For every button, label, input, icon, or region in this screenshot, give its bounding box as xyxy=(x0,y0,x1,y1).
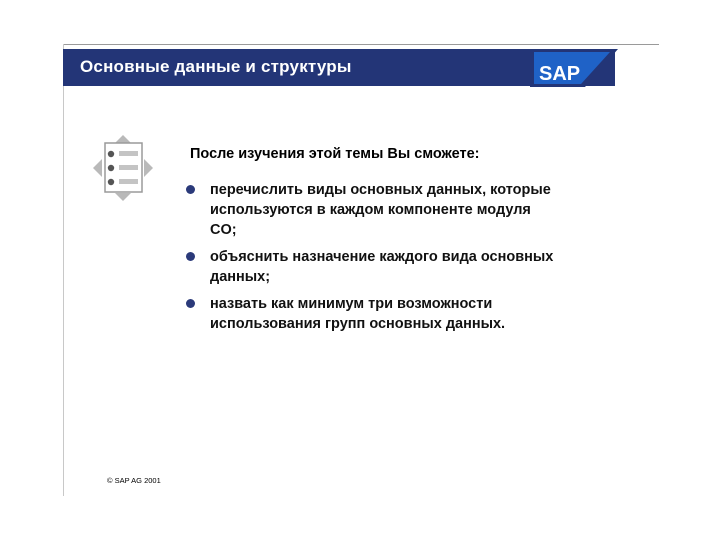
list-item-line: использования групп основных данных. xyxy=(210,316,506,332)
list-item-line: назвать как минимум три возможности xyxy=(210,296,493,312)
intro-text: После изучения этой темы Вы сможете: xyxy=(190,146,480,162)
bullet-icon xyxy=(186,185,195,194)
copyright-footer: © SAP AG 2001 xyxy=(107,476,161,485)
left-divider xyxy=(63,44,64,496)
bullet-icon xyxy=(186,299,195,308)
list-item-line: объяснить назначение каждого вида основных xyxy=(210,249,554,265)
list-item xyxy=(186,180,616,240)
list-item-line: данных; xyxy=(210,269,271,285)
objectives-list xyxy=(186,180,616,341)
list-item xyxy=(186,247,616,287)
list-item xyxy=(186,294,616,334)
list-item-line: используются в каждом компоненте модуля xyxy=(210,202,531,218)
sap-logo xyxy=(530,49,620,87)
list-item-line: CO; xyxy=(210,222,237,238)
top-divider xyxy=(63,44,659,45)
sap-logo-text: SAP xyxy=(539,63,581,85)
list-item-line: перечислить виды основных данных, которые xyxy=(210,182,551,198)
bullet-icon xyxy=(186,252,195,261)
slide-title: Основные данные и структуры xyxy=(80,57,352,76)
checklist-icon xyxy=(90,131,156,203)
